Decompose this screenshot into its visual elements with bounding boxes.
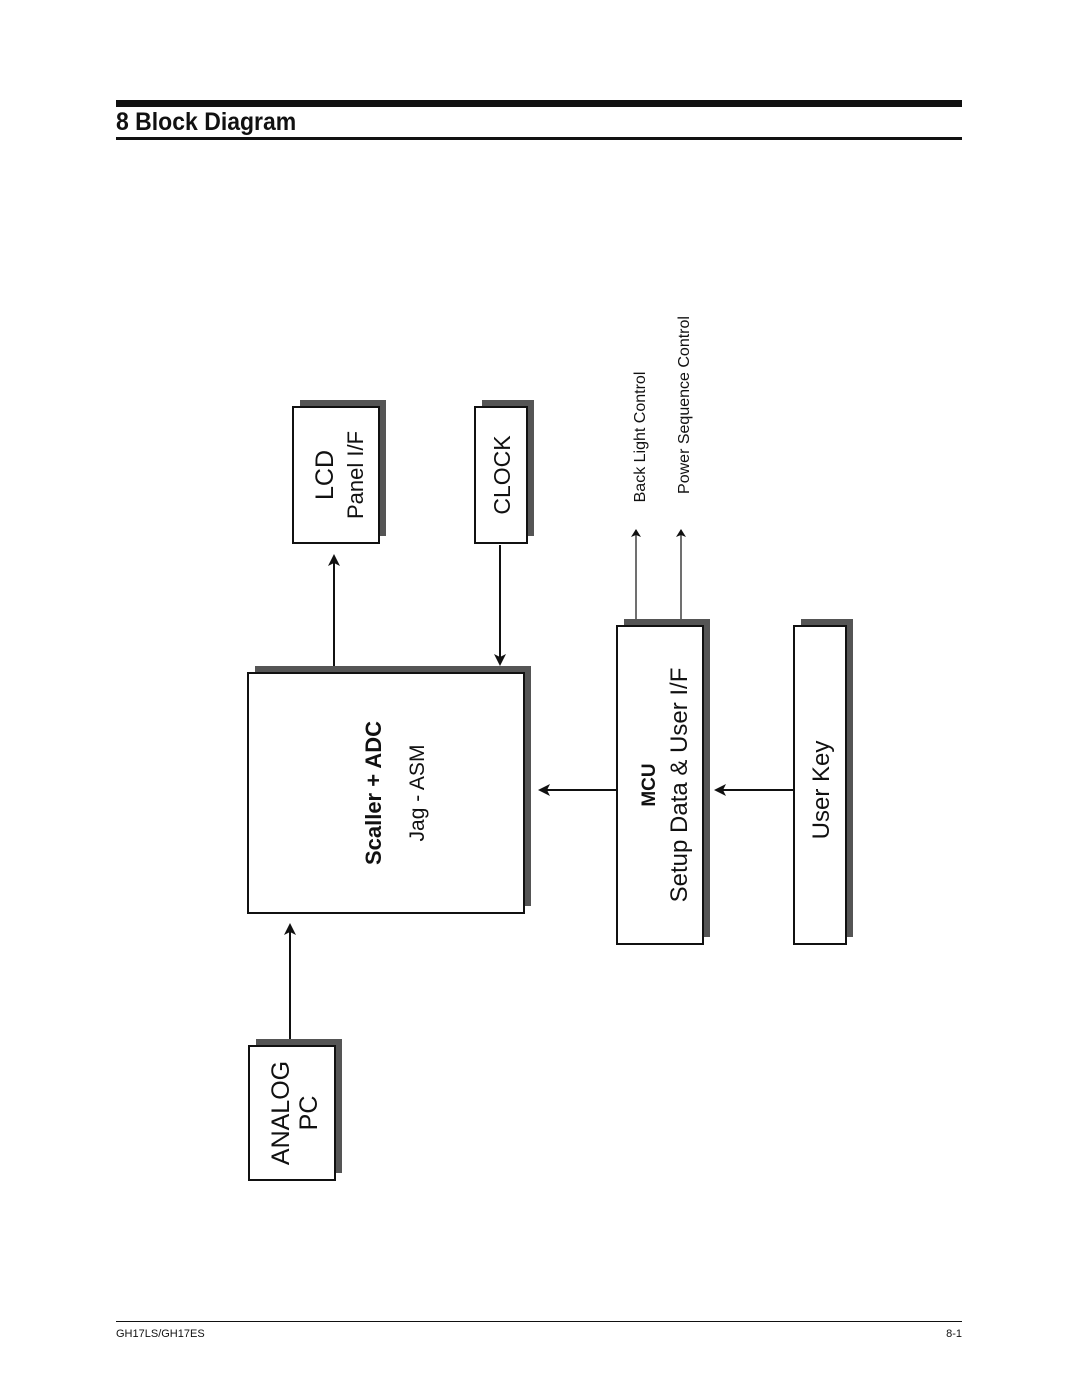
- back-light-label: Back Light Control: [632, 371, 649, 503]
- scaler-label-1: Scaller + ADC: [361, 720, 386, 866]
- footer-rule: [116, 1321, 962, 1322]
- user-key-label: User Key: [808, 740, 835, 840]
- mcu-label-2: Setup Data & User I/F: [666, 667, 693, 903]
- power-sequence-label: Power Sequence Control: [676, 316, 693, 494]
- analog-pc-label-2: PC: [295, 1095, 323, 1131]
- page-title: 8 Block Diagram: [116, 108, 297, 136]
- scaler-adc-block: [248, 666, 531, 913]
- footer-page-number: 8-1: [946, 1328, 962, 1340]
- scaler-label-2: Jag - ASM: [406, 744, 429, 842]
- user-key-block: [794, 619, 853, 944]
- clock-label: CLOCK: [489, 435, 515, 515]
- analog-pc-label-1: ANALOG: [267, 1060, 295, 1166]
- footer-model: GH17LS/GH17ES: [116, 1328, 205, 1340]
- lcd-label-1: LCD: [311, 449, 339, 501]
- analog-pc-block: [249, 1039, 342, 1180]
- mcu-label-1: MCU: [639, 763, 660, 807]
- clock-block: [475, 400, 534, 543]
- lcd-panel-block: [293, 400, 386, 543]
- lcd-label-2: Panel I/F: [343, 430, 368, 520]
- mcu-block: [617, 619, 710, 944]
